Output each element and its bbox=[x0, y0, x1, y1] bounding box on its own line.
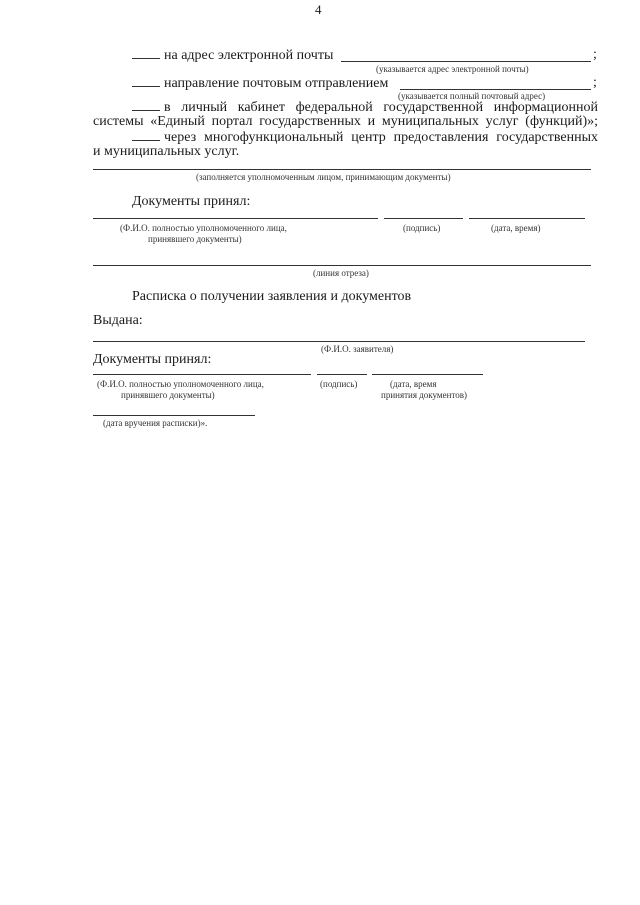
checkbox-blank[interactable] bbox=[132, 47, 160, 59]
officer-fill-line[interactable] bbox=[93, 169, 591, 170]
accept1-fio-line[interactable] bbox=[93, 218, 378, 219]
option-mfc-text1: через многофункциональный центр предоставления государственных bbox=[164, 130, 598, 145]
officer-fill-caption: (заполняется уполномоченным лицом, принимающим документы) bbox=[196, 172, 451, 182]
mail-end: ; bbox=[593, 75, 597, 90]
checkbox-blank[interactable] bbox=[132, 129, 160, 141]
page-number: 4 bbox=[315, 2, 322, 17]
cut-line-caption: (линия отреза) bbox=[313, 268, 369, 278]
receipt-accepted-label: Документы принял: bbox=[93, 352, 212, 367]
checkbox-blank[interactable] bbox=[132, 99, 160, 111]
receipt-sign-line[interactable] bbox=[317, 374, 367, 375]
mail-input-line[interactable] bbox=[400, 89, 591, 90]
receipt-fio-line[interactable] bbox=[93, 374, 311, 375]
accept1-date-line[interactable] bbox=[469, 218, 585, 219]
delivery-date-line[interactable] bbox=[93, 415, 255, 416]
option-email bbox=[132, 47, 333, 64]
accept1-heading: Документы принял: bbox=[132, 194, 251, 209]
applicant-caption: (Ф.И.О. заявителя) bbox=[321, 344, 394, 354]
accept1-date-caption: (дата, время) bbox=[491, 223, 541, 233]
receipt-sign-caption: (подпись) bbox=[320, 379, 358, 389]
email-input-line[interactable] bbox=[341, 61, 591, 62]
applicant-line[interactable] bbox=[93, 341, 585, 342]
option-email-label: на адрес электронной почты bbox=[164, 48, 334, 63]
issued-label: Выдана: bbox=[93, 313, 143, 328]
option-mfc-line2: и муниципальных услуг. bbox=[93, 144, 240, 159]
delivery-caption: (дата вручения расписки)». bbox=[103, 418, 208, 428]
mail-caption: (указывается полный почтовый адрес) bbox=[398, 91, 546, 101]
option-portal-line2: системы «Единый портал государственных и муниципальных услуг (функций)»; bbox=[93, 114, 598, 129]
accept1-sign-line[interactable] bbox=[384, 218, 463, 219]
option-mail-label: направление почтовым отправлением bbox=[164, 76, 389, 91]
receipt-date-line[interactable] bbox=[372, 374, 483, 375]
option-portal-text1: в личный кабинет федеральной государственной информационной bbox=[164, 100, 598, 115]
checkbox-blank[interactable] bbox=[132, 75, 160, 87]
receipt-date-caption-1: (дата, время bbox=[390, 379, 437, 389]
accept1-fio-caption-2: принявшего документы) bbox=[148, 234, 242, 244]
accept1-sign-caption: (подпись) bbox=[403, 223, 441, 233]
receipt-title: Расписка о получении заявления и документов bbox=[132, 289, 412, 304]
receipt-fio-caption-1: (Ф.И.О. полностью уполномоченного лица, bbox=[97, 379, 264, 389]
accept1-fio-caption-1: (Ф.И.О. полностью уполномоченного лица, bbox=[120, 223, 287, 233]
email-end: ; bbox=[593, 47, 597, 62]
option-mail bbox=[132, 75, 388, 92]
email-caption: (указывается адрес электронной почты) bbox=[376, 64, 529, 74]
receipt-date-caption-2: принятия документов) bbox=[381, 390, 468, 400]
cut-line bbox=[93, 265, 591, 266]
receipt-fio-caption-2: принявшего документы) bbox=[121, 390, 215, 400]
